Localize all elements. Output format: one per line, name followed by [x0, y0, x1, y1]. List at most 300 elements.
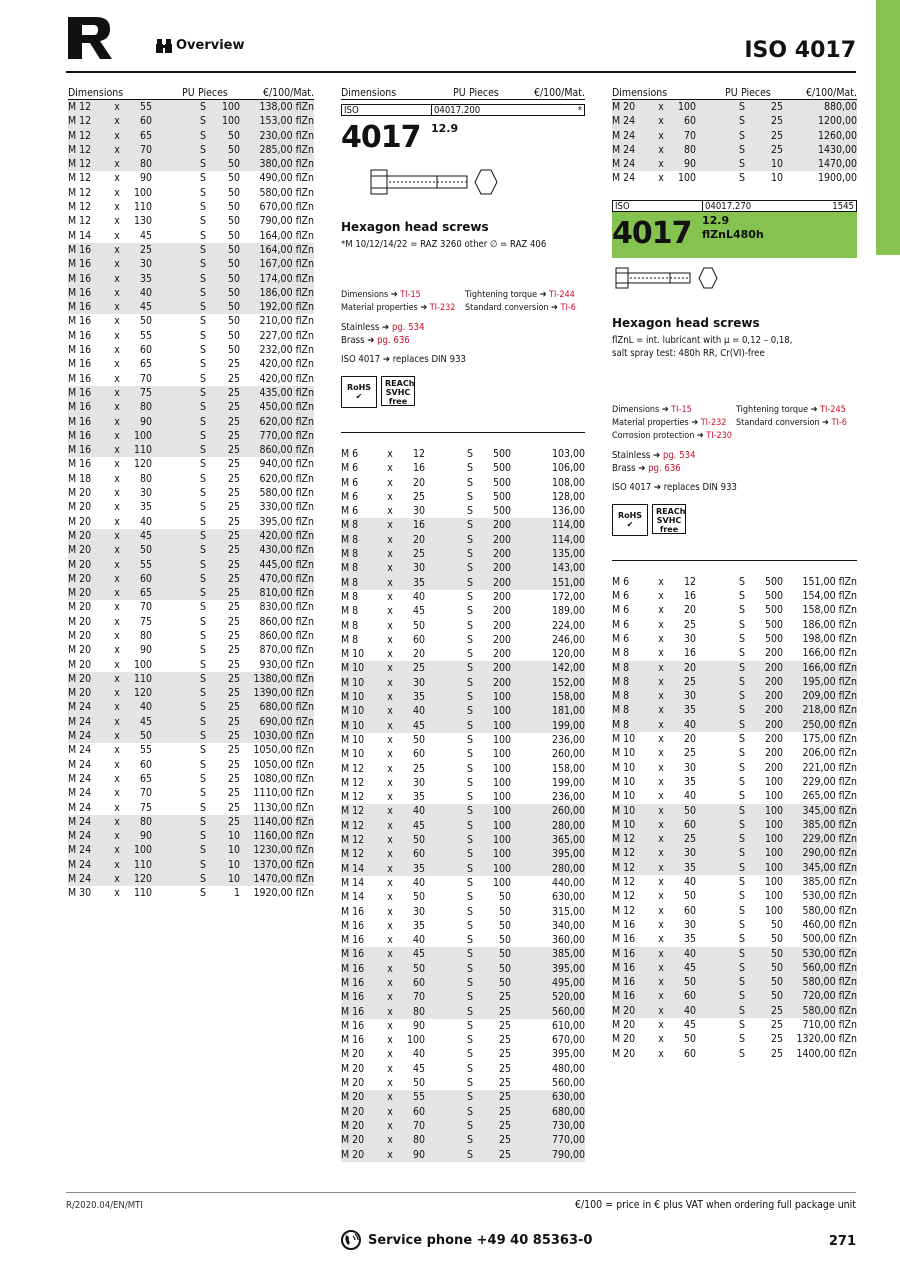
top-divider [66, 71, 856, 73]
cell-times: x [387, 805, 393, 818]
cell-length: 30 [683, 918, 696, 931]
table-body [341, 447, 585, 1162]
cell-length: 35 [683, 861, 696, 874]
cell-dimension: M 16 [341, 1019, 365, 1032]
cell-pu: S [200, 687, 206, 700]
ref-stainless[interactable]: Stainless ➔ pg. 534 [612, 449, 696, 461]
cell-length: 45 [683, 1018, 696, 1031]
cell-pu: S [200, 801, 206, 814]
cell-length: 75 [139, 615, 152, 628]
cell-pieces: 50 [770, 947, 783, 960]
cell-dimension: M 12 [68, 115, 92, 128]
cell-pieces: 100 [221, 101, 240, 113]
cell-pieces: 25 [227, 644, 240, 657]
cell-length: 30 [139, 258, 152, 271]
cell-pieces: 100 [764, 876, 783, 889]
cell-pieces: 200 [492, 676, 511, 689]
cell-times: x [114, 687, 120, 700]
table-row [68, 786, 314, 800]
table-row [68, 572, 314, 586]
table-row [68, 200, 314, 214]
ref-material-properties[interactable]: Material properties ➔ TI-232 [341, 303, 456, 313]
cell-pieces: 50 [227, 186, 240, 199]
cell-length: 100 [133, 186, 152, 199]
cell-length: 45 [139, 529, 152, 542]
cell-dimension: M 24 [68, 744, 92, 757]
table-row [341, 547, 585, 561]
ref-dimensions[interactable]: Dimensions ➔ TI-15 [612, 404, 692, 415]
cell-pu: S [200, 115, 206, 128]
ref-brass[interactable]: Brass ➔ pg. 636 [612, 462, 681, 474]
cell-spacer [152, 171, 200, 185]
table-row [68, 829, 314, 843]
ref-standard-conversion[interactable]: Standard conversion ➔ TI-6 [736, 417, 847, 428]
cell-length: 35 [139, 501, 152, 514]
cell-spacer [152, 286, 200, 300]
table-row [68, 114, 314, 128]
cell-spacer [152, 886, 200, 900]
cell-pu: S [200, 830, 206, 843]
cell-times: x [114, 272, 120, 285]
ref-dimensions[interactable]: Dimensions ➔ TI-15 [341, 290, 421, 300]
cell-spacer [425, 776, 467, 790]
cell-pu: S [467, 791, 473, 804]
cell-price: 198,00 flZn [802, 632, 857, 645]
cell-dimension: M 10 [341, 705, 365, 718]
cell-dimension: M 16 [341, 991, 365, 1004]
cell-pu: S [200, 458, 206, 471]
cell-price: 186,00 flZn [259, 286, 314, 299]
cell-length: 50 [139, 315, 152, 328]
cell-spacer [425, 604, 467, 618]
cell-length: 65 [139, 772, 152, 785]
cell-price: 630,00 [551, 1091, 585, 1104]
cell-length: 80 [139, 401, 152, 414]
cell-spacer [425, 876, 467, 890]
cell-length: 16 [683, 647, 696, 660]
cell-spacer [152, 186, 200, 200]
ref-tightening-torque[interactable]: Tightening torque ➔ TI-245 [736, 404, 846, 415]
cell-dimension: M 16 [68, 315, 92, 328]
product-heading: Hexagon head screws [341, 220, 489, 234]
cell-times: x [658, 918, 664, 931]
cell-dimension: M 20 [612, 1018, 636, 1031]
table-row [341, 947, 585, 961]
header-price: €/100/Mat. [533, 87, 585, 99]
cell-price: 154,00 flZn [802, 590, 857, 603]
table-row [612, 589, 857, 603]
cell-length: 60 [139, 758, 152, 771]
cell-pieces: 25 [770, 1018, 783, 1031]
cell-price: 120,00 [551, 648, 585, 661]
cell-dimension: M 20 [341, 1062, 365, 1075]
cell-times: x [114, 830, 120, 843]
cell-pieces: 25 [498, 1091, 511, 1104]
ref-material-properties[interactable]: Material properties ➔ TI-232 [612, 417, 727, 428]
table-row [68, 272, 314, 286]
cell-length: 70 [139, 372, 152, 385]
cell-times: x [114, 873, 120, 886]
cell-dimension: M 12 [341, 791, 365, 804]
cell-spacer [425, 504, 467, 518]
article-box [612, 200, 857, 212]
service-phone[interactable] [340, 1230, 592, 1250]
table-row [68, 843, 314, 857]
cell-spacer [696, 689, 739, 703]
cell-spacer [152, 786, 200, 800]
cell-length: 70 [412, 1119, 425, 1132]
cell-dimension: M 20 [612, 1033, 636, 1046]
cell-price: 174,00 flZn [259, 272, 314, 285]
cell-spacer [696, 718, 739, 732]
cell-length: 25 [412, 548, 425, 561]
cell-pu: S [467, 462, 473, 475]
cell-pieces: 25 [227, 629, 240, 642]
cell-length: 35 [683, 933, 696, 946]
cell-spacer [425, 976, 467, 990]
cell-times: x [658, 847, 664, 860]
cell-spacer [425, 490, 467, 504]
cell-dimension: M 14 [341, 876, 365, 889]
cell-dimension: M 6 [612, 604, 630, 617]
cell-dimension: M 24 [68, 815, 92, 828]
cell-times: x [658, 876, 664, 889]
cell-price: 280,00 [551, 862, 585, 875]
table-row [341, 1019, 585, 1033]
cell-length: 100 [406, 1034, 425, 1047]
cell-dimension: M 12 [68, 143, 92, 156]
cell-pieces: 500 [492, 490, 511, 503]
cell-times: x [658, 143, 664, 156]
strength-class: 12.9 [431, 122, 459, 135]
cell-spacer [152, 400, 200, 414]
table-row [341, 690, 585, 704]
cell-pieces: 25 [498, 1048, 511, 1061]
cell-spacer [425, 819, 467, 833]
cell-pieces: 100 [492, 862, 511, 875]
cell-pieces: 50 [227, 158, 240, 171]
cell-price: 790,00 flZn [259, 215, 314, 228]
cell-times: x [114, 115, 120, 128]
cell-dimension: M 8 [612, 718, 630, 731]
cell-pu: S [467, 962, 473, 975]
cell-times: x [658, 1018, 664, 1031]
cell-dimension: M 16 [68, 444, 92, 457]
cell-pieces: 10 [227, 844, 240, 857]
cell-spacer [425, 576, 467, 590]
cell-pu: S [467, 762, 473, 775]
ref-stainless[interactable]: Stainless ➔ pg. 534 [341, 322, 425, 333]
cell-pieces: 25 [770, 129, 783, 142]
brand-logo [66, 15, 112, 61]
cell-times: x [387, 1005, 393, 1018]
cell-dimension: M 16 [612, 918, 636, 931]
cell-pu: S [467, 533, 473, 546]
cell-dimension: M 24 [68, 858, 92, 871]
cell-spacer [696, 846, 739, 860]
table-row [68, 243, 314, 257]
cell-times: x [387, 891, 393, 904]
cell-length: 90 [683, 158, 696, 171]
cell-price: 128,00 [551, 490, 585, 503]
cell-pu: S [200, 301, 206, 314]
cell-length: 80 [139, 158, 152, 171]
table-row [341, 1033, 585, 1047]
cell-price: 395,00 [551, 848, 585, 861]
cell-pu: S [467, 590, 473, 603]
section-label: Overview [176, 38, 245, 53]
cell-pieces: 500 [492, 476, 511, 489]
cell-times: x [658, 618, 664, 631]
cell-spacer [425, 633, 467, 647]
ref-standard-conversion[interactable]: Standard conversion ➔ TI-6 [465, 303, 576, 313]
cell-pu: S [467, 848, 473, 861]
table-row [341, 890, 585, 904]
cell-length: 12 [683, 575, 696, 588]
rohs-badge: RoHS ✔ [341, 376, 377, 408]
cell-price: 265,00 flZn [802, 790, 857, 803]
cell-dimension: M 16 [341, 919, 365, 932]
cell-pu: S [200, 172, 206, 185]
cell-price: 500,00 flZn [802, 933, 857, 946]
catalog-code: R/2020.04/EN/MTI [66, 1200, 143, 1211]
cell-pieces: 50 [227, 272, 240, 285]
cell-price: 158,00 [551, 762, 585, 775]
cell-pu: S [200, 772, 206, 785]
cell-spacer [152, 300, 200, 314]
cell-price: 1370,00 flZn [253, 858, 314, 871]
cell-pieces: 25 [227, 672, 240, 685]
cell-length: 50 [683, 804, 696, 817]
cell-pu: S [467, 1105, 473, 1118]
cell-price: 138,00 flZn [259, 101, 314, 113]
cell-pu: S [739, 976, 745, 989]
cell-length: 70 [139, 601, 152, 614]
cell-dimension: M 30 [68, 887, 92, 900]
cell-spacer [425, 1076, 467, 1090]
cell-pieces: 25 [227, 730, 240, 743]
cell-length: 60 [139, 572, 152, 585]
cell-times: x [114, 472, 120, 485]
cell-times: x [114, 315, 120, 328]
cell-spacer [152, 872, 200, 886]
cell-length: 40 [139, 701, 152, 714]
cell-price: 385,00 flZn [802, 876, 857, 889]
cell-pu: S [739, 718, 745, 731]
cell-pu: S [467, 862, 473, 875]
cell-dimension: M 10 [341, 719, 365, 732]
cell-times: x [114, 215, 120, 228]
header-dimensions: Dimensions [341, 87, 397, 99]
cell-times: x [387, 948, 393, 961]
cell-length: 16 [683, 590, 696, 603]
cell-price: 143,00 [551, 562, 585, 575]
cell-dimension: M 20 [68, 558, 92, 571]
cell-times: x [387, 519, 393, 532]
cell-length: 130 [133, 215, 152, 228]
cell-price: 690,00 flZn [259, 715, 314, 728]
cell-times: x [114, 744, 120, 757]
cell-pieces: 50 [227, 301, 240, 314]
cell-spacer [425, 461, 467, 475]
cell-pu: S [467, 1048, 473, 1061]
cell-spacer [425, 1019, 467, 1033]
table-row [612, 789, 857, 803]
cell-pieces: 10 [227, 858, 240, 871]
cell-price: 860,00 flZn [259, 615, 314, 628]
cell-spacer [152, 586, 200, 600]
cell-price: 560,00 [551, 1005, 585, 1018]
cell-length: 75 [139, 801, 152, 814]
cell-length: 45 [412, 1062, 425, 1075]
cell-pieces: 200 [764, 733, 783, 746]
ref-corrosion-protection[interactable]: Corrosion protection ➔ TI-230 [612, 430, 732, 441]
cell-dimension: M 24 [612, 129, 636, 142]
column-3 [612, 86, 857, 1061]
cell-times: x [387, 576, 393, 589]
cell-pieces: 50 [227, 143, 240, 156]
cell-pu: S [200, 315, 206, 328]
cell-times: x [658, 158, 664, 171]
cell-spacer [152, 415, 200, 429]
cell-price: 830,00 flZn [259, 601, 314, 614]
cell-pu: S [467, 876, 473, 889]
table-row [612, 618, 857, 632]
cell-times: x [114, 701, 120, 714]
cell-pu: S [467, 819, 473, 832]
table-row [68, 872, 314, 886]
cell-times: x [114, 801, 120, 814]
cell-dimension: M 24 [612, 158, 636, 171]
cell-times: x [114, 644, 120, 657]
cell-times: x [114, 129, 120, 142]
cell-pu: S [200, 873, 206, 886]
cell-length: 110 [133, 887, 152, 900]
table-row [68, 615, 314, 629]
cell-spacer [425, 590, 467, 604]
cell-spacer [696, 775, 739, 789]
cell-times: x [658, 990, 664, 1003]
cell-length: 50 [412, 891, 425, 904]
cell-spacer [425, 890, 467, 904]
table-row [341, 447, 585, 461]
cell-length: 80 [412, 1134, 425, 1147]
cell-times: x [387, 1105, 393, 1118]
cell-pieces: 25 [770, 143, 783, 156]
cell-spacer [696, 618, 739, 632]
cell-times: x [387, 1091, 393, 1104]
cell-spacer [425, 933, 467, 947]
table-row [612, 1047, 857, 1061]
cell-length: 90 [139, 172, 152, 185]
cell-dimension: M 20 [68, 544, 92, 557]
table-row [68, 586, 314, 600]
cell-times: x [658, 575, 664, 588]
table-row [612, 732, 857, 746]
cell-spacer [152, 801, 200, 815]
table-row [68, 429, 314, 443]
cell-pu: S [739, 704, 745, 717]
cell-pieces: 200 [764, 718, 783, 731]
cell-dimension: M 12 [341, 834, 365, 847]
cell-length: 50 [683, 976, 696, 989]
cell-price: 365,00 [551, 834, 585, 847]
cell-times: x [114, 544, 120, 557]
cell-dimension: M 10 [341, 691, 365, 704]
cell-spacer [696, 646, 739, 660]
cell-spacer [425, 862, 467, 876]
table-row [341, 847, 585, 861]
cell-length: 55 [139, 558, 152, 571]
cell-spacer [696, 947, 739, 961]
cell-price: 260,00 [551, 805, 585, 818]
cell-dimension: M 20 [341, 1105, 365, 1118]
cell-pu: S [467, 519, 473, 532]
table-row [68, 257, 314, 271]
cell-pu: S [467, 605, 473, 618]
cell-pieces: 200 [764, 647, 783, 660]
cell-price: 153,00 flZn [259, 115, 314, 128]
cell-price: 158,00 [551, 691, 585, 704]
cell-length: 45 [683, 961, 696, 974]
cell-pu: S [200, 887, 206, 900]
cell-dimension: M 16 [68, 301, 92, 314]
cell-pieces: 100 [492, 719, 511, 732]
cell-times: x [658, 947, 664, 960]
cell-pu: S [739, 101, 745, 113]
header-dimensions: Dimensions [612, 87, 668, 99]
cell-price: 770,00 flZn [259, 429, 314, 442]
cell-times: x [387, 705, 393, 718]
cell-length: 45 [412, 719, 425, 732]
table-row [612, 775, 857, 789]
cell-spacer [152, 829, 200, 843]
cell-times: x [658, 690, 664, 703]
cell-pu: S [200, 601, 206, 614]
cell-price: 1140,00 flZn [253, 815, 314, 828]
cell-dimension: M 20 [68, 487, 92, 500]
cell-length: 55 [412, 1091, 425, 1104]
cell-length: 25 [412, 762, 425, 775]
table-row [341, 990, 585, 1004]
table-row [68, 129, 314, 143]
screw-drawing [612, 258, 857, 304]
table-row [612, 603, 857, 617]
cell-times: x [658, 833, 664, 846]
cell-spacer [425, 561, 467, 575]
cell-pu: S [200, 787, 206, 800]
cell-length: 45 [412, 819, 425, 832]
cell-price: 164,00 flZn [259, 229, 314, 242]
cell-spacer [425, 919, 467, 933]
cell-dimension: M 24 [68, 844, 92, 857]
ref-tightening-torque[interactable]: Tightening torque ➔ TI-244 [465, 290, 575, 300]
cell-pieces: 25 [498, 1062, 511, 1075]
cell-length: 40 [139, 515, 152, 528]
cell-times: x [387, 476, 393, 489]
table-row [341, 661, 585, 675]
cell-price: 142,00 [551, 662, 585, 675]
cell-pu: S [200, 129, 206, 142]
cell-dimension: M 10 [341, 733, 365, 746]
ref-brass[interactable]: Brass ➔ pg. 636 [341, 335, 410, 346]
cell-dimension: M 24 [68, 873, 92, 886]
cell-dimension: M 16 [341, 1005, 365, 1018]
table-row [612, 100, 857, 114]
article-number: 04017.270 [705, 200, 752, 212]
table-row [341, 976, 585, 990]
cell-pieces: 100 [764, 904, 783, 917]
